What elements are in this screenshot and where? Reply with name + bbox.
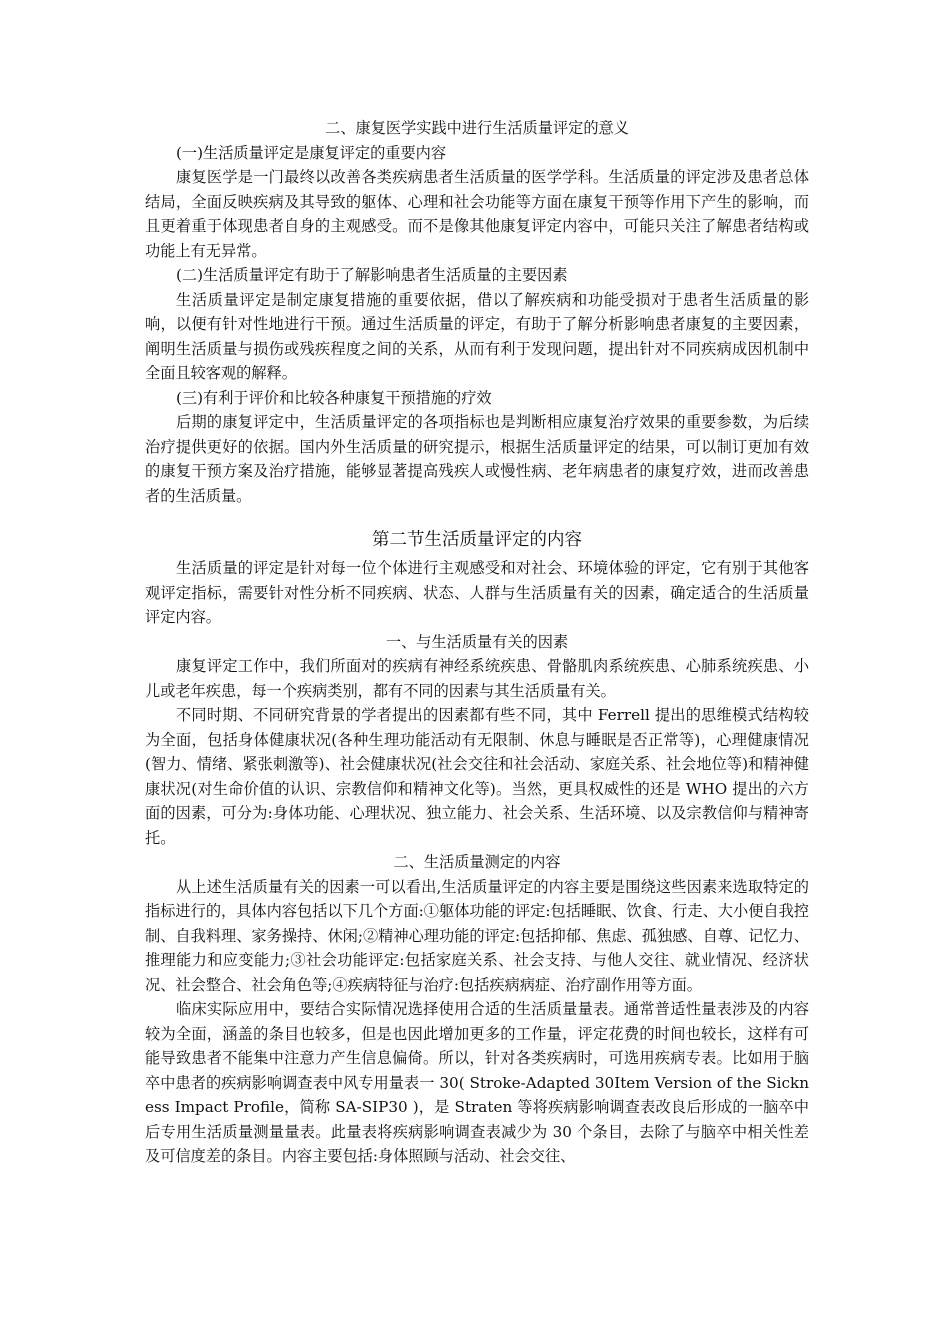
- paragraph-content-2: 临床实际应用中，要结合实际情况选择使用合适的生活质量量表。通常普适性量表涉及的内容较为全面，涵盖的条目也较多，但是也因此增加更多的工作量，评定花费的时间也较长，这样有可能导致患者不能集中注意力产生信息偏倚。所以，针对各类疾病时，可选用疾病专表。比如用于脑卒中患者的疾病影响调查表中风专用量表一 30( Stroke-Adapted 30Item Version of the Sickness Impact Profile，简称 SA-SIP30 )，是 Straten 等将疾病影响调查表改良后形成的一脑卒中后专用生活质量测量量表。此量表将疾病影响调查表减少为 30 个条目，去除了与脑卒中相关性差及可信度差的条目。内容主要包括:身体照顾与活动、社会交往、: [145, 1000, 809, 1165]
- subheading-2: (二)生活质量评定有助于了解影响患者生活质量的主要因素: [176, 266, 568, 284]
- paragraph-3: 后期的康复评定中，生活质量评定的各项指标也是判断相应康复治疗效果的重要参数，为后续治疗提供更好的依据。国内外生活质量的研究提示，根据生活质量评定的结果，可以制订更加有效的康复干预方案及治疗措施，能够显著提高残疾人或慢性病、老年病患者的康复疗效，进而改善患者的生活质量。: [145, 413, 809, 505]
- subheading-1: (一)生活质量评定是康复评定的重要内容: [176, 143, 447, 162]
- paragraph-factors-1: 康复评定工作中，我们所面对的疾病有神经系统疾患、骨骼肌肉系统疾患、心肺系统疾患、小儿或老年疾患，每一个疾病类别，都有不同的因素与其生活质量有关。: [145, 657, 809, 700]
- paragraph-factors-2: 不同时期、不同研究背景的学者提出的因素都有些不同，其中 Ferrell 提出的思维模式结构较为全面，包括身体健康状况(各种生理功能活动有无限制、休息与睡眠是否正常等)，心理健康情况(智力、情绪、紧张刺激等)、社会健康状况(社会交往和社会活动、家庭关系、社会地位等)和精神健康状况(对生命价值的认识、宗教信仰和精神文化等)。当然，更具权威性的还是 WHO 提出的六方面的因素，可分为:身体功能、心理状况、独立能力、社会关系、生活环境、以及宗教信仰与精神寄托。: [145, 706, 809, 847]
- paragraph-1: 康复医学是一门最终以改善各类疾病患者生活质量的医学学科。生活质量的评定涉及患者总体结局，全面反映疾病及其导致的躯体、心理和社会功能等方面在康复干预等作用下产生的影响，而且更着重于体现患者自身的主观感受。而不是像其他康复评定内容中，可能只关注了解患者结构或功能上有无异常。: [145, 168, 809, 260]
- section-title: 第二节生活质量评定的内容: [372, 530, 582, 550]
- section-intro: 生活质量的评定是针对每一位个体进行主观感受和对社会、环境体验的评定，它有别于其他客观评定指标，需要针对性分析不同疾病、状态、人群与生活质量有关的因素，确定适合的生活质量评定内容。: [145, 559, 809, 626]
- paragraph-2: 生活质量评定是制定康复措施的重要依据，借以了解疾病和功能受损对于患者生活质量的影响，以便有针对性地进行干预。通过生活质量的评定，有助于了解分析影响患者康复的主要因素，阐明生活质量与损伤或残疾程度之间的关系，从而有利于发现问题，提出针对不同疾病成因机制中全面且较客观的解释。: [145, 290, 809, 382]
- document-page: [145, 116, 809, 1169]
- paragraph-content-1: 从上述生活质量有关的因素一可以看出,生活质量评定的内容主要是围绕这些因素来选取特定的指标进行的，具体内容包括以下几个方面:①躯体功能的评定:包括睡眠、饮食、行走、大小便自我控制、自我料理、家务操持、休闲;②精神心理功能的评定:包括抑郁、焦虑、孤独感、自尊、记忆力、推理能力和应变能力;③社会功能评定:包括家庭关系、社会支持、与他人交往、就业情况、经济状况、社会整合、社会角色等;④疾病特征与治疗:包括疾病病症、治疗副作用等方面。: [145, 877, 809, 994]
- heading-content: 二、生活质量测定的内容: [393, 853, 561, 871]
- part-heading: 二、康复医学实践中进行生活质量评定的意义: [325, 119, 629, 137]
- subheading-3: (三)有利于评价和比较各种康复干预措施的疗效: [176, 388, 492, 407]
- heading-factors: 一、与生活质量有关的因素: [385, 632, 569, 651]
